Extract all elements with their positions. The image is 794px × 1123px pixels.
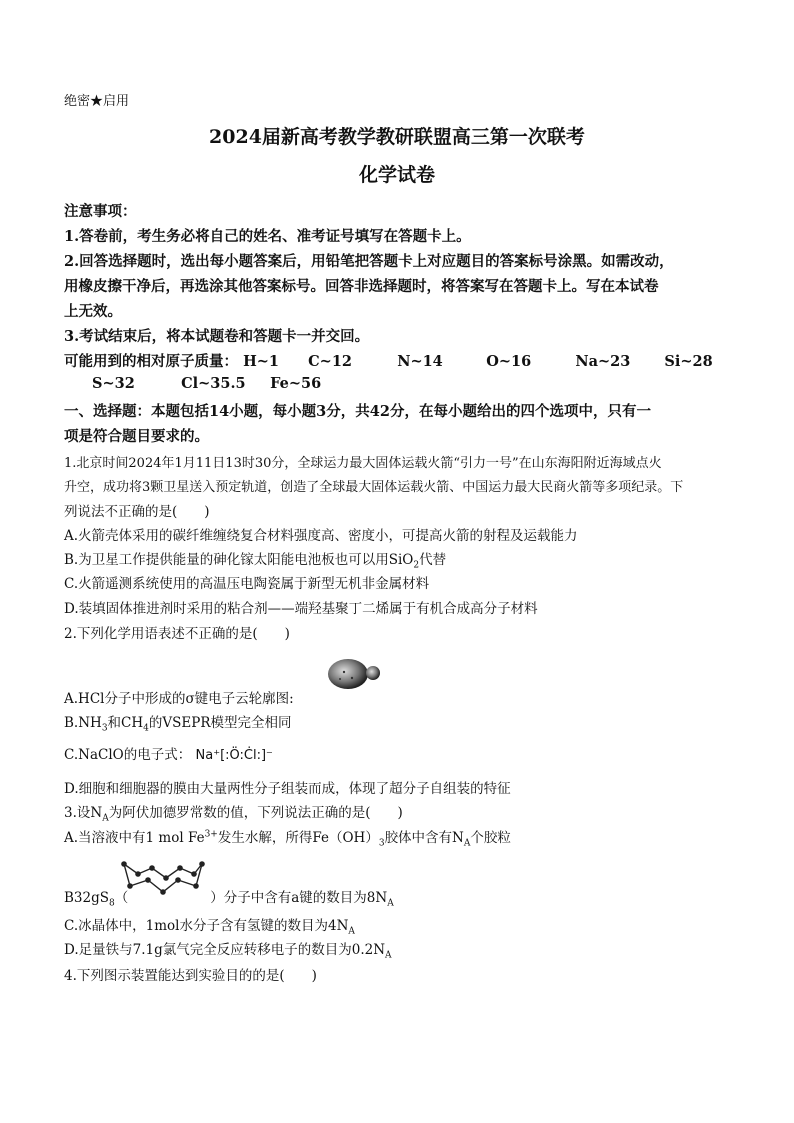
q2-b-sub-4: 4 <box>143 723 149 734</box>
q3-b-sub2: A <box>387 898 394 909</box>
mass-cl: Cl~35.5 <box>181 375 246 392</box>
q3-stem-a: 3.设N <box>64 805 103 821</box>
note-3: 3.考试结束后，将本试题卷和答题卡一并交回。 <box>64 328 370 345</box>
mass-o: O~16 <box>486 353 532 370</box>
q3-a-2: 发生水解，所得Fe（OH） <box>217 830 379 846</box>
mass-n: N~14 <box>397 353 443 370</box>
q3-stem-sub: A <box>102 813 109 824</box>
q1-option-a: A.火箭壳体采用的碳纤维缠绕复合材料强度高、密度小，可提高火箭的射程及运载能力 <box>64 528 578 544</box>
subject-title: 化学试卷 <box>358 164 435 186</box>
section-heading-line-2: 项是符合题目要求的。 <box>64 428 209 445</box>
q3-b-3: ）分子中含有a键的数目为8N <box>210 890 388 906</box>
q3-b-sub: 8 <box>109 898 115 909</box>
q1-option-d: D.装填固体推进剂时采用的粘合剂——端羟基聚丁二烯属于有机合成高分子材料 <box>64 601 538 617</box>
q4-stem: 4.下列图示装置能达到实验目的的是( ) <box>64 968 317 984</box>
confidential-label <box>64 90 734 109</box>
note-1: 1.答卷前，考生务必将自己的姓名、准考证号填写在答题卡上。 <box>64 228 471 245</box>
q3-option-c <box>64 914 734 937</box>
section-heading-line-1: 一、选择题：本题包括14小题，每小题3分，共42分，在每小题给出的四个选项中，只有一 <box>64 403 651 420</box>
note-2-line-3: 上无效。 <box>64 303 122 320</box>
q3-c-text: C.冰晶体中，1mol水分子含有氢键的数目为4N <box>64 918 349 934</box>
exam-title: 2024届新高考教学教研联盟高三第一次联考 <box>209 126 585 148</box>
q2-option-b <box>64 711 734 734</box>
q1-stem-line-3: 列说法不正确的是( ) <box>64 504 210 520</box>
secret-text: 绝密 <box>64 94 91 109</box>
q2-option-c <box>64 743 734 763</box>
q1-stem-line-2: 升空，成功将3颗卫星送入预定轨道，创造了全球最大固体运载火箭、中国运力最大民商火箭等多项纪录。下 <box>64 480 684 495</box>
q3-b-open: （ <box>114 890 129 906</box>
q2-b-sub-3: 3 <box>101 723 108 734</box>
q3-c-sub: A <box>348 926 355 937</box>
q3-option-d <box>64 938 734 961</box>
note-2-line-1: 2.回答选择题时，选出每小题答案后，用铅笔把答题卡上对应题目的答案标号涂黑。如需改动， <box>64 253 674 270</box>
start-text: 启用 <box>103 94 130 109</box>
q3-a-sub2: A <box>463 838 471 849</box>
q3-a-1: A.当溶液中有1 mol Fe <box>64 830 205 846</box>
q2-b-tail: 的VSEPR模型完全相同 <box>148 715 292 731</box>
masses-label: 可能用到的相对原子质量： <box>64 353 238 370</box>
note-2-line-2: 用橡皮擦干净后，再选涂其他答案标号。回答非选择题时，将答案写在答题卡上。写在本试卷 <box>64 278 659 295</box>
q1-b-text: B.为卫星工作提供能量的砷化镓太阳能电池板也可以用 <box>64 552 389 568</box>
mass-na: Na~23 <box>575 353 631 370</box>
q2-b-ch: 和CH <box>107 715 144 731</box>
q3-a-4: 个胶粒 <box>470 830 511 846</box>
q1-b-formula: SiO <box>388 552 414 568</box>
q3-option-a <box>64 826 734 849</box>
electron-formula: Na⁺[:Ö:Ċl:]⁻ <box>195 748 273 763</box>
q2-option-d: D.细胞和细胞器的膜由大量两性分子组装而成，体现了超分子自组装的特征 <box>64 781 511 797</box>
star-icon: ★ <box>90 94 104 109</box>
q2-stem: 2.下列化学用语表述不正确的是( ) <box>64 626 290 642</box>
atomic-masses-row-2 <box>92 375 734 392</box>
q1-option-c: C.火箭遥测系统使用的高温压电陶瓷属于新型无机非金属材料 <box>64 576 430 592</box>
q3-d-text: D.足量铁与7.1g氯气完全反应转移电子的数目为0.2N <box>64 942 386 958</box>
mass-s: S~32 <box>92 375 135 392</box>
atomic-masses-row-1 <box>64 350 734 371</box>
q3-stem-b: 为阿伏加德罗常数的值，下列说法正确的是( ) <box>108 805 403 821</box>
q2-option-a: A.HCl分子中形成的σ键电子云轮廓图: <box>64 691 294 707</box>
q2-b-nh: B.NH <box>64 715 102 731</box>
q3-a-3: 胶体中含有N <box>384 830 464 846</box>
q3-stem <box>64 801 734 824</box>
notes-heading: 注意事项： <box>64 203 137 220</box>
q3-a-sup: 3+ <box>204 829 218 840</box>
q1-stem-line-1: 1.北京时间2024年1月11日13时30分，全球运力最大固体运载火箭“引力一号”在山东海阳附近海域点火 <box>64 456 662 471</box>
q3-d-sub: A <box>385 950 392 961</box>
q3-option-b <box>64 886 734 909</box>
q1-b-tail: 代替 <box>419 552 447 568</box>
q1-b-subscript: 2 <box>413 560 420 571</box>
mass-c: C~12 <box>308 353 352 370</box>
q2-c-text: C.NaClO的电子式： <box>64 747 192 763</box>
mass-h: H~1 <box>243 353 280 370</box>
q3-a-sub: 3 <box>378 838 385 849</box>
q1-option-b <box>64 548 734 571</box>
mass-fe: Fe~56 <box>270 375 322 392</box>
q3-b-1: B32gS <box>64 890 109 906</box>
mass-si: Si~28 <box>664 353 713 370</box>
